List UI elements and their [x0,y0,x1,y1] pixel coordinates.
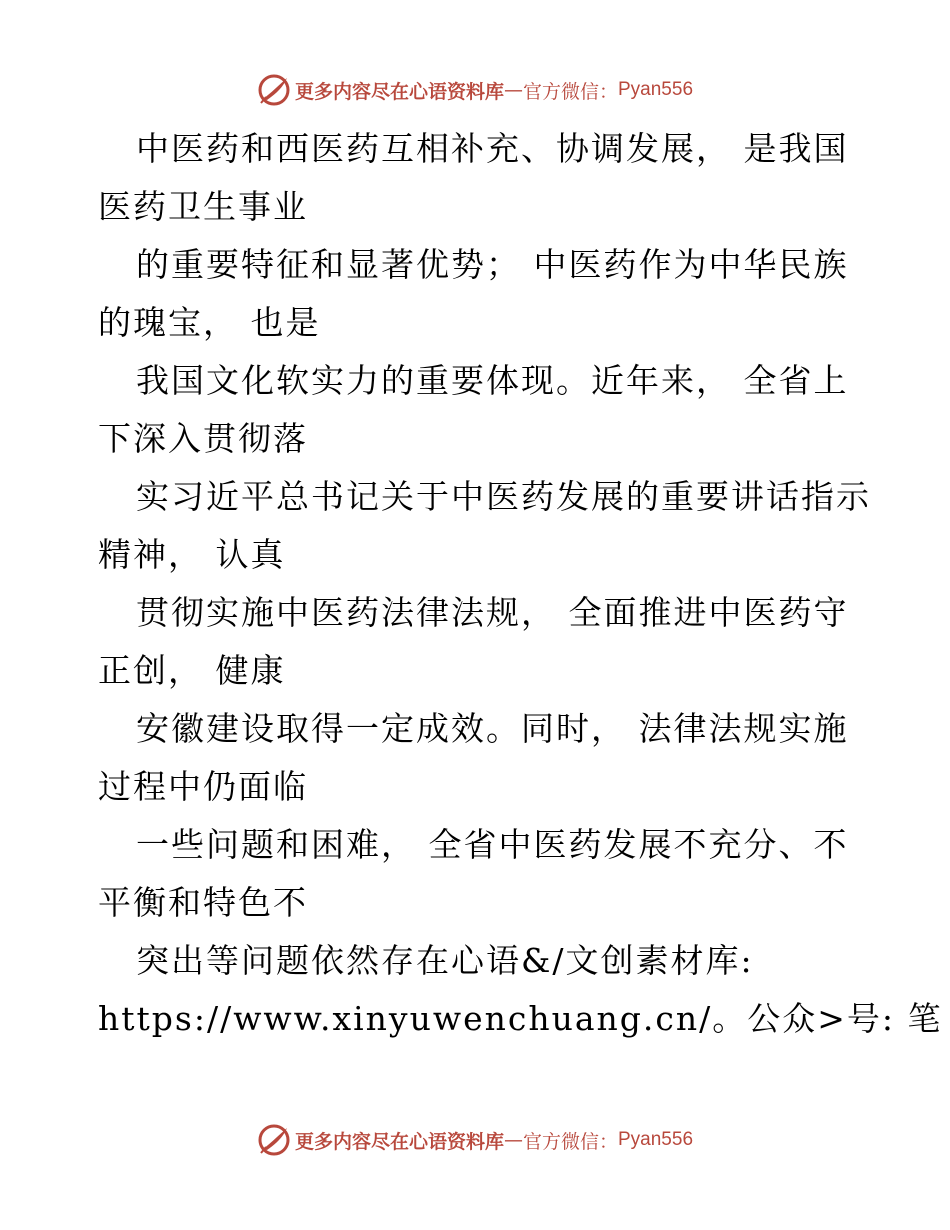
header-banner [0,70,950,110]
feather-logo-icon [257,73,291,107]
body-line: 实习近平总书记关于中医药发展的重要讲话指示 [136,477,871,516]
banner-dash: — [503,1129,523,1151]
banner-wechat-label: 官方微信： [522,80,618,103]
banner-dash: — [503,79,523,101]
body-line: 精神， 认真 [98,535,286,574]
header-banner-inner [257,73,693,107]
body-line: 过程中仍面临 [98,767,308,806]
footer-banner-inner [257,1123,693,1157]
body-line: 平衡和特色不 [98,883,308,922]
body-line: 正创， 健康 [98,651,286,690]
banner-title: 更多内容尽在心语资料库 [294,1130,504,1153]
banner-wechat-id: Pyan556 [618,79,694,100]
body-line: 中医药和西医药互相补充、协调发展， 是我国 [136,129,849,168]
body-line: 的瑰宝， 也是 [98,303,321,342]
body-line: 医药卫生事业 [98,187,308,226]
feather-logo-icon [257,1123,291,1157]
body-line: 我国文化软实力的重要体现。近年来， 全省上 [136,361,849,400]
footer-banner [0,1120,950,1160]
body-line: 贯彻实施中医药法律法规， 全面推进中医药守 [136,593,849,632]
body-line: 一些问题和困难， 全省中医药发展不充分、不 [136,825,849,864]
banner-title: 更多内容尽在心语资料库 [294,80,504,103]
document-body [98,120,943,1048]
body-line: 下深入贯彻落 [98,419,308,458]
body-line: 的重要特征和显著优势； 中医药作为中华民族 [136,245,849,284]
banner-wechat-id: Pyan556 [618,1129,694,1150]
banner-wechat-label: 官方微信： [522,1130,618,1153]
body-line-url: https://www.xinyuwenchuang.cn/。公众>号: 笔 [98,999,943,1038]
body-line: 突出等问题依然存在心语&/文创素材库: [136,941,754,980]
body-line: 安徽建设取得一定成效。同时， 法律法规实施 [136,709,849,748]
